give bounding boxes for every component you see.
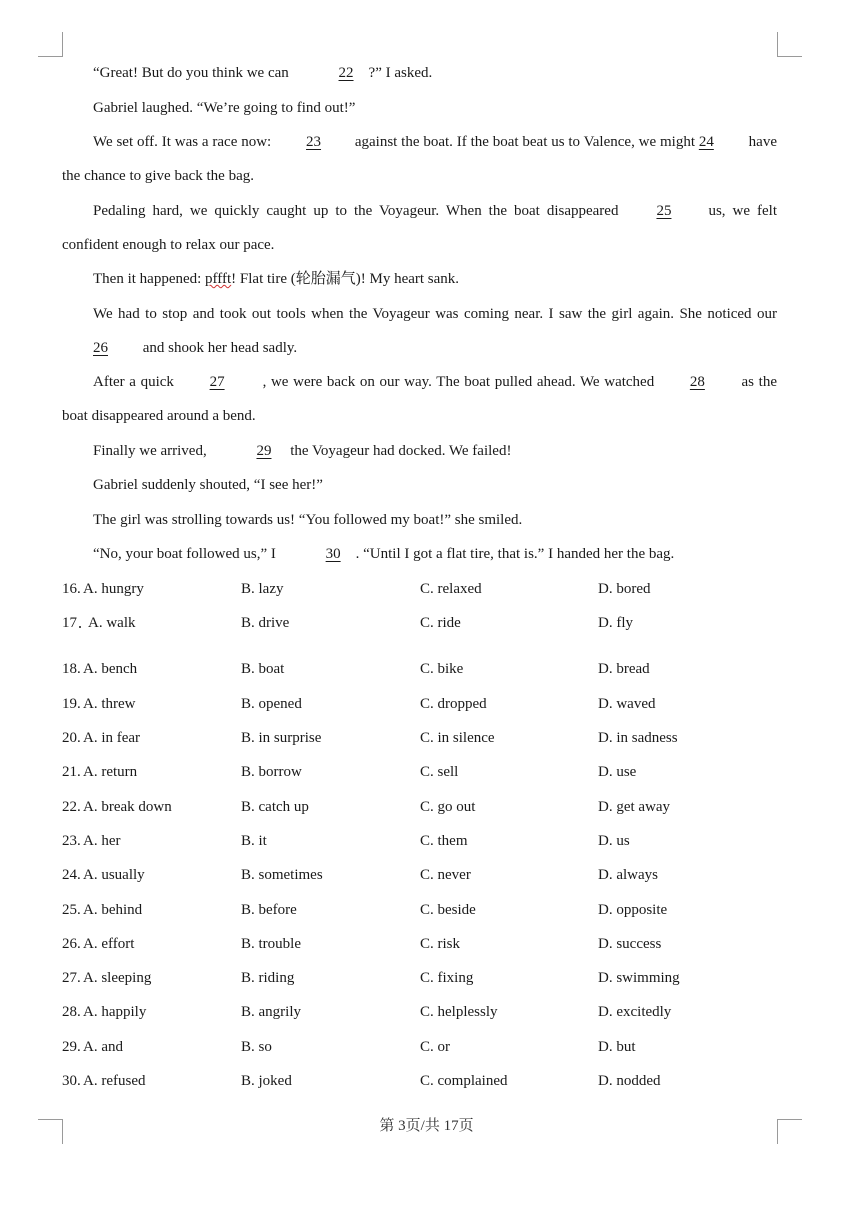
option-c: C. beside <box>420 902 476 918</box>
question-number: 24. <box>62 867 81 883</box>
text: and shook her head sadly. <box>139 340 298 357</box>
question-row <box>62 721 777 755</box>
question-number: 27. <box>62 970 81 986</box>
option-b: B. lazy <box>241 581 284 597</box>
text: Gabriel laughed. “We’re going to find out!” <box>93 100 356 116</box>
option-a: A. threw <box>83 696 136 712</box>
question-row <box>62 858 777 892</box>
option-c: C. never <box>420 867 471 883</box>
text: Pedaling hard, we quickly caught up to the Voyageur. When the boat disappeared <box>93 203 626 219</box>
text: ?” I asked. <box>368 65 433 81</box>
text: the Voyageur had docked. We failed! <box>286 443 512 459</box>
question-number: 30. <box>62 1073 81 1089</box>
option-a: A. sleeping <box>83 970 152 986</box>
blank-26: 26 <box>93 340 108 357</box>
text: us, we felt confident enough to relax our pace. <box>62 203 777 254</box>
text: as the boat disappeared around a bend. <box>62 374 777 425</box>
question-row <box>62 606 777 640</box>
option-c: C. fixing <box>420 970 474 986</box>
option-b: B. sometimes <box>241 867 323 883</box>
blank-29: 29 <box>256 443 272 459</box>
question-row <box>62 961 777 995</box>
question-number: 23. <box>62 833 81 849</box>
text: Finally we arrived, <box>93 443 211 459</box>
blank-22: 22 <box>338 65 354 81</box>
option-d: D. swimming <box>598 970 680 986</box>
blank-30: 30 <box>325 546 341 562</box>
option-b: B. borrow <box>241 764 302 780</box>
text: ! Flat tire (轮胎漏气)! My heart sank. <box>231 271 460 287</box>
story-paragraph-5 <box>62 262 777 296</box>
option-a: A. happily <box>83 1004 147 1020</box>
option-d: D. opposite <box>598 902 668 918</box>
story-paragraph-4 <box>62 194 777 263</box>
option-b: B. riding <box>241 970 295 986</box>
text: Then it happened: <box>93 271 206 287</box>
question-row <box>62 1030 777 1064</box>
option-d: D. nodded <box>598 1073 661 1089</box>
option-d: D. excitedly <box>598 1004 672 1020</box>
text: . “Until I got a flat tire, that is.” I handed her the bag. <box>355 546 675 562</box>
page-corner-mark-top-right <box>777 32 802 57</box>
question-row <box>62 652 777 686</box>
option-a: A. refused <box>83 1073 146 1089</box>
option-a: A. return <box>83 764 138 780</box>
question-number: 18. <box>62 661 81 677</box>
blank-24: 24 <box>698 134 714 150</box>
text: Gabriel suddenly shouted, “I see her!” <box>93 477 323 493</box>
option-c: C. helplessly <box>420 1004 498 1020</box>
page-footer: 第 3页/共 17页 <box>379 1118 474 1134</box>
option-c: C. or <box>420 1039 450 1055</box>
option-c: C. complained <box>420 1073 508 1089</box>
option-d: D. waved <box>598 696 656 712</box>
question-number: 25. <box>62 902 81 918</box>
text: “No, your boat followed us,” I <box>93 546 280 562</box>
question-number: 26. <box>62 936 81 952</box>
text: After a quick <box>93 374 179 390</box>
option-b: B. catch up <box>241 799 309 815</box>
option-d: D. bread <box>598 661 650 677</box>
question-row <box>62 572 777 606</box>
story-paragraph-1 <box>62 56 777 90</box>
option-b: B. opened <box>241 696 302 712</box>
page-corner-mark-top-left <box>38 32 63 57</box>
question-number: 16. <box>62 581 81 597</box>
blank-23: 23 <box>306 134 322 150</box>
story-paragraph-10 <box>62 503 777 537</box>
story-paragraph-7 <box>62 365 777 434</box>
question-row <box>62 755 777 789</box>
option-d: D. but <box>598 1039 636 1055</box>
option-c: C. bike <box>420 661 464 677</box>
option-a: A. usually <box>83 867 145 883</box>
option-b: B. drive <box>241 615 290 631</box>
question-number: 17 <box>62 615 77 631</box>
option-d: D. success <box>598 936 662 952</box>
option-b: B. so <box>241 1039 272 1055</box>
stray-dot <box>79 626 81 628</box>
question-number: 28. <box>62 1004 81 1020</box>
text: have the chance to give back the bag. <box>62 134 777 185</box>
option-b: B. angrily <box>241 1004 301 1020</box>
option-a: A. effort <box>83 936 135 952</box>
text: against the boat. If the boat beat us to Valence, we might <box>351 134 699 150</box>
option-c: C. dropped <box>420 696 487 712</box>
question-number: 19. <box>62 696 81 712</box>
option-c: C. them <box>420 833 468 849</box>
question-number: 29. <box>62 1039 81 1055</box>
text: The girl was strolling towards us! “You followed my boat!” she smiled. <box>93 512 523 528</box>
option-a: A. hungry <box>83 581 144 597</box>
option-d: D. in sadness <box>598 730 678 746</box>
option-c: C. relaxed <box>420 581 482 597</box>
option-b: B. joked <box>241 1073 292 1089</box>
question-number: 22. <box>62 799 81 815</box>
story-paragraph-9 <box>62 468 777 502</box>
option-b: B. boat <box>241 661 285 677</box>
blank-28: 28 <box>689 374 705 390</box>
text: We had to stop and took out tools when the Voyageur was coming near. I saw the girl again. She noticed our <box>93 306 777 322</box>
story-paragraph-11 <box>62 537 777 571</box>
option-c: C. in silence <box>420 730 495 746</box>
question-row <box>62 687 777 721</box>
option-d: D. get away <box>598 799 671 815</box>
option-d: D. us <box>598 833 630 849</box>
question-row <box>62 824 777 858</box>
story-paragraph-6 <box>62 297 777 366</box>
option-b: B. it <box>241 833 267 849</box>
option-b: B. in surprise <box>241 730 322 746</box>
option-a: A. behind <box>83 902 143 918</box>
text: “Great! But do you think we can <box>93 65 293 81</box>
option-c: C. sell <box>420 764 459 780</box>
blank-25: 25 <box>656 203 672 219</box>
text: , we were back on our way. The boat pulled ahead. We watched <box>262 374 659 390</box>
question-row <box>62 893 777 927</box>
option-a: A. her <box>83 833 121 849</box>
option-c: C. go out <box>420 799 476 815</box>
option-a: A. in fear <box>83 730 141 746</box>
option-a: A. bench <box>83 661 138 677</box>
text: We set off. It was a race now: <box>93 134 276 150</box>
question-row <box>62 927 777 961</box>
option-d: D. fly <box>598 615 633 631</box>
option-a: A. walk <box>88 615 136 631</box>
story-paragraph-3 <box>62 125 777 194</box>
option-d: D. bored <box>598 581 651 597</box>
story-paragraph-2 <box>62 91 777 125</box>
option-a: A. and <box>83 1039 123 1055</box>
question-row <box>62 1064 777 1098</box>
option-d: D. use <box>598 764 637 780</box>
option-b: B. before <box>241 902 297 918</box>
question-number: 21. <box>62 764 81 780</box>
question-row <box>62 995 777 1029</box>
question-row <box>62 790 777 824</box>
option-a: A. break down <box>83 799 172 815</box>
option-b: B. trouble <box>241 936 301 952</box>
blank-27: 27 <box>209 374 225 390</box>
story-paragraph-8 <box>62 434 777 468</box>
question-number: 20. <box>62 730 81 746</box>
option-d: D. always <box>598 867 658 883</box>
spellcheck-word: pffft <box>205 271 232 287</box>
option-c: C. ride <box>420 615 461 631</box>
option-c: C. risk <box>420 936 461 952</box>
